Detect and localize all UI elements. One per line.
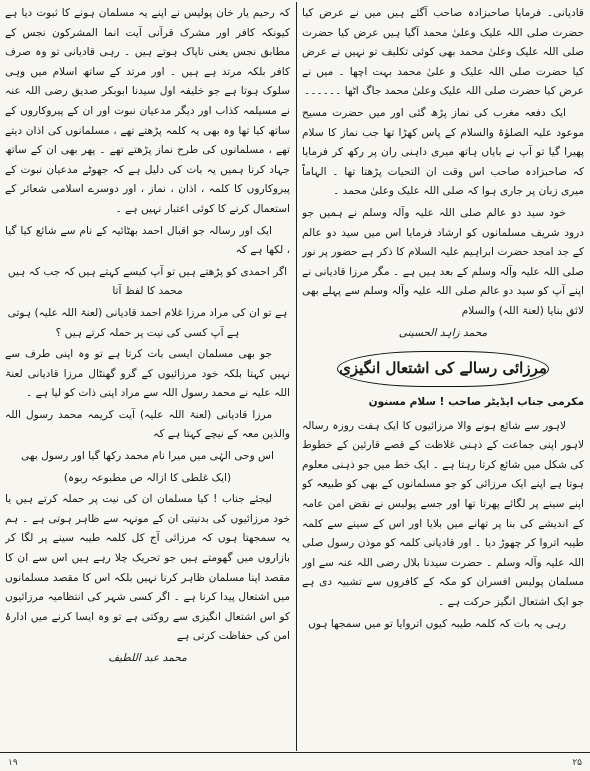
left-paragraph-2: ایک اور رسالہ جو اقبال احمد بھٹائیہ کے نام سے شائع کیا گیا ، لکھا ہے کہ [5, 224, 290, 257]
quote-citation: (ایک غلطی کا ازالہ ص مطبوعہ ربوہ) [63, 471, 232, 484]
quote-verse-3: اس وحی الہٰی میں میرا نام محمد رکھا گیا اور رسول بھی [21, 450, 274, 463]
left-author-signature: محمد عبد اللطیف [108, 652, 187, 664]
quote-verse-1: اگر احمدی کو پڑھتے ہیں تو آپ کیسے کہتے ہیں کہ جب کہ ہیں محمد کا لفظ آتا [7, 265, 288, 298]
page-number: ۱۹ [8, 758, 18, 768]
left-paragraph-3: جو بھی مسلمان ایسی بات کرتا ہے تو وہ اپنی طرف سے نہیں کہتا بلکہ خود مرزائیوں کے گرو گھنٹال مرزا قادیانی لعنۃ اللہ علیہ نے محمد رسول اللہ سے مراد اپنی ذات کو لیا ہے ۔ [5, 348, 290, 400]
letter-address: مکرمی جناب ایڈیٹر صاحب ! سلام مسنون [368, 396, 584, 409]
right-paragraph-1: قادیانی۔ فرمایا صاحبزادہ صاحب آگئے ہیں میں نے عرض کیا حضرت صلی اللہ علیک وعلیٰ محمد آگیا ہیں عرض کیا حضرت صلی اللہ علیک وعلیٰ محمد بھی کوئی تکلیف تو نہیں نے عرض کیا حضرت صلی اللہ علیک و علیٰ محمد بہت اچھا ۔ میں نے عرض کیا حضرت صلی اللہ علیک وعلیٰ محمد جاگ اٹھا ۔۔۔۔۔۔ [302, 7, 584, 98]
left-paragraph-5: لیجئے جناب ! کیا مسلمان ان کی نیت پر حملہ کرتے ہیں یا خود مرزائیوں کی بدنیتی ان کے مونہہ سے ظاہر ہوتی ہے ۔ ہم یہ سمجھتا ہوں کہ مرزائی آج کل کلمہ طیبہ سینے پر لگا کر بازاروں میں گھومتے ہیں جو تحریک چلا رہے ہیں اس سے ان کا مقصد اپنا مسلمان ظاہر کرنا نہیں بلکہ اس کا مقصد مسلمانوں میں اشتعال پیدا کرنا ہے ۔ اگر کسی شہر کی انتظامیہ مرزائیوں کو اس اشتعال انگیزی سے روکتی ہے تو وہ ایسا کرنے میں ادارۂ امن کی حفاظت کرتی ہے [5, 493, 290, 643]
right-paragraph-3: خود سید دو عالم صلی اللہ علیہ وآلہ وسلم نے ہمیں جو درود شریف مسلمانوں کو ارشاد فرمایا اس میں سید دو عالم کے جد امجد حضرت ابراہیم علیہ السلام کا ذکر ہے حضور پر نور صلی اللہ علیہ وآلہ وسلم کے بعد ہیں ہے ۔ مگر مرزا قادیانی نے اپنے آپ کو سید دو عالم صلی اللہ علیہ وآلہ وسلم سے پہلے بھی لائق بنایا (لعنۃ اللہ) والسلام [302, 206, 584, 317]
left-paragraph-4: مرزا قادیانی (لعنۃ اللہ علیہ) آیت کریمہ محمد رسول اللہ والذین معہ کے نیچے کہتا ہے کہ [5, 408, 290, 441]
footer-rule [0, 752, 590, 753]
issue-mark: ۲۵ [572, 758, 582, 768]
right-paragraph-5: رہی یہ بات کہ کلمہ طیبہ کیوں اتروایا تو میں سمجھا ہوں [308, 617, 566, 630]
author-signature: محمد زاہد الحسینی [398, 326, 488, 339]
quote-verse-2: ہے تو ان کی مراد مرزا غلام احمد قادیانی (لعنۃ اللہ علیہ) ہوتی ہے آپ کسی کی نیت پر حملہ کرتے ہیں ؟ [7, 306, 288, 339]
right-paragraph-4: لاہور سے شائع ہونے والا مرزائیوں کا ایک ہفت روزہ رسالہ لاہور اپنی جماعت کے ذہنی غلاظت کے قصے قارئین کے خطوط کی شکل میں شائع کرتا رہتا ہے ۔ ایک خط میں جو ذہنی معلوم ہوتا ہے اپنے ایک مرزائی کو جو مسلمانوں کے بھی کو طبیعہ کو اپنے سینے پر لگائے پھرتا تھا اور جسے پولیس نے نقض امن عامہ کے اندیشے کی بنا پر تھانے میں بلایا اور اس کے سینے سے کلمہ طیبہ اتروا کر چھوڑ دیا ۔ اور قادیانی کلمہ کو موذن رسول صلی اللہ علیہ وآلہ وسلم ۔ حضرت سیدنا بلال رضی اللہ عنہ سے اور مسلمان پولیس افسران کو مکہ کے کافروں سے تشبیہ دی ہے جو ایک اشتعال انگیز حرکت ہے ۔ [302, 419, 584, 609]
right-column [302, 4, 584, 749]
left-paragraph-1: کہ رحیم یار خان پولیس نے اپنے یہ مسلمان ہونے کا ثبوت دیا ہے کیونکہ کافر اور مشرک قرآنی آیت انما المشرکون نجس کے مطابق نجس یعنی ناپاک ہوتے ہیں ۔ رہی قادیانی تو وہ صرف کافر بلکہ مرتد ہے ہیں ۔ اور مرتد کے ساتھ اسلام میں وہی سلوک ہوتا ہے جو خلیفہ اول سیدنا ابوبکر صدیق رضی اللہ عنہ نے مسیلمہ کذاب اور دیگر مدعیان نبوت اور ان کے پیروکاروں کے ساتھ کیا تھا وہ بھی یہ کلمہ پڑھتے تھے ، مسلمانوں کی اذان دیتے تھے ، مسلمانوں کی طرح نماز پڑھتے تھے ۔ پھر بھی ان کے ساتھ جہاد کرنا ہمیں یہ بات کی دلیل ہے کہ جھوٹے مدعیان نبوت کے پیروکاروں کا کلمہ ، اذان ، نماز ، اور دوسرے اسلامی شعائر کے استعمال کرنے کا کوئی اعتبار نہیں ہے ۔ [5, 7, 290, 215]
article-heading: مرزائی رسالے کی اشتعال انگیزی [337, 351, 549, 387]
column-divider [296, 2, 297, 751]
right-paragraph-2: ایک دفعہ مغرب کی نماز پڑھ گئی اور میں حضرت مسیح موعود علیہ الصلوٰۃ والسلام کے پاس کھڑا تھا جب نماز کا سلام پھیرا گیا تو آپ نے بایاں ہاتھ میری داہنی ران پر رکھ کر فرمایا کہ صاحبزادہ صاحب اس وقت ان التحیات پڑھتا تھا ۔ الہاماً میری زبان پر جاری ہوا کہ صلی اللہ علیک وعلیٰ محمد ۔ [302, 106, 584, 198]
left-column [5, 4, 290, 749]
